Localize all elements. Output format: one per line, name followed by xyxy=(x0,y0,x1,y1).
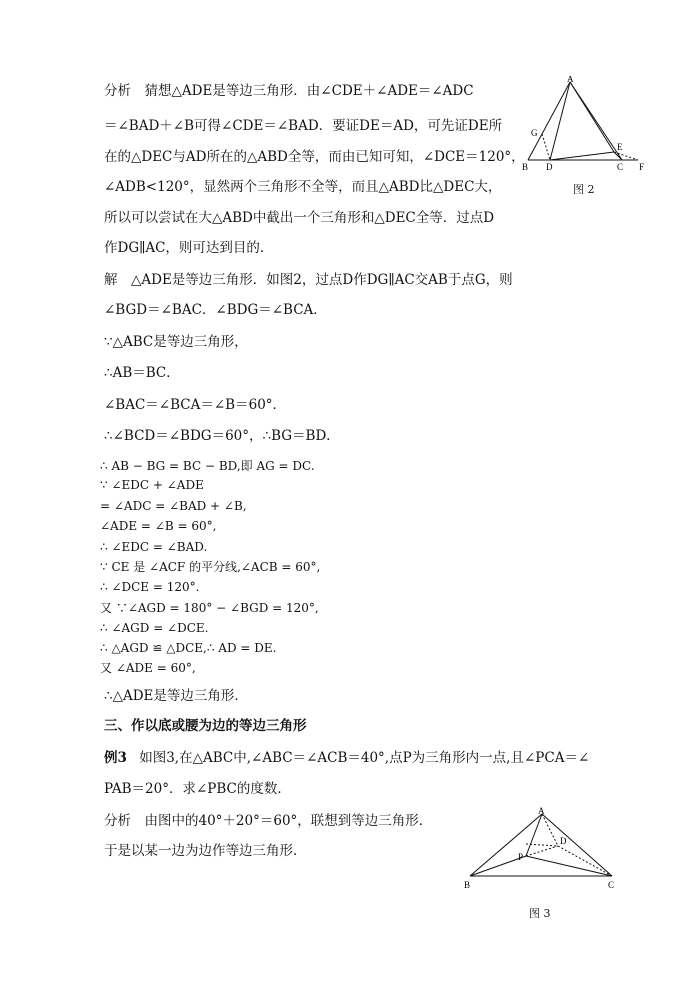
fig2-label-a: A xyxy=(567,76,574,84)
proof-line-11: 又 ∠ADE = 60°, xyxy=(100,661,196,675)
example3-text-1: 如图3,在△ABC中,∠ABC＝∠ACB＝40°,点P为三角形内一点,且∠PCA＝∠ xyxy=(139,750,590,766)
proof-line-3: = ∠ADC = ∠BAD + ∠B, xyxy=(100,499,247,513)
solution-line-2: ∠BGD＝∠BAC．∠BDG＝∠BCA． xyxy=(104,302,327,318)
fig3-label-a: A xyxy=(538,806,545,816)
conclusion-line: ∴△ADE是等边三角形． xyxy=(104,688,248,704)
fig2-label-e: E xyxy=(617,142,623,152)
analysis2-line-1: 分析 由图中的40°＋20°＝60°，联想到等边三角形． xyxy=(104,813,433,829)
analysis2-line-2: 于是以某一边为边作等边三角形． xyxy=(104,843,307,859)
proof-line-4: ∠ADE = ∠B = 60°, xyxy=(100,519,217,533)
proof-line-5: ∴ ∠EDC = ∠BAD. xyxy=(100,540,208,554)
analysis-line-1: 分析 猜想△ADE是等边三角形．由∠CDE＋∠ADE＝∠ADC xyxy=(104,83,474,99)
figure-2-caption: 图 2 xyxy=(573,183,595,196)
solution-line-5: ∠BAC＝∠BCA＝∠B＝60°． xyxy=(104,397,287,413)
fig2-label-g: G xyxy=(531,128,538,138)
analysis-line-5: 所以可以尝试在大△ABD中截出一个三角形和△DEC全等．过点D xyxy=(104,210,495,226)
fig2-label-c: C xyxy=(617,162,624,172)
fig3-label-d: D xyxy=(560,836,567,846)
figure-3-diagram xyxy=(462,806,622,890)
solution-line-3: ∵△ABC是等边三角形， xyxy=(104,334,248,350)
proof-line-9: ∴ ∠AGD = ∠DCE. xyxy=(100,621,209,635)
figure-3-caption: 图 3 xyxy=(529,907,551,920)
proof-line-2: ∵ ∠EDC + ∠ADE xyxy=(100,478,204,492)
analysis-line-6: 作DG∥AC，则可达到目的． xyxy=(104,240,274,256)
analysis-line-3: 在的△DEC与AD所在的△ABD全等，而由已知可知，∠DCE＝120°， xyxy=(104,149,525,165)
fig3-label-p: P xyxy=(518,852,524,862)
solution-line-4: ∴AB＝BC． xyxy=(104,365,180,381)
figure-2-diagram xyxy=(520,76,670,176)
fig2-label-b: B xyxy=(522,162,529,172)
example3-line-1 xyxy=(104,749,589,767)
fig2-label-d: D xyxy=(546,162,553,172)
proof-line-6: ∵ CE 是 ∠ACF 的平分线,∠ACB = 60°, xyxy=(100,560,321,574)
analysis-line-4: ∠ADB<120°，显然两个三角形不全等，而且△ABD比△DEC大， xyxy=(104,179,502,195)
proof-line-10: ∴ △AGD ≌ △DCE,∴ AD = DE. xyxy=(100,641,277,655)
solution-line-6: ∴∠BCD＝∠BDG＝60°，∴BG＝BD． xyxy=(104,428,340,444)
analysis-line-2: ＝∠BAD＋∠B可得∠CDE＝∠BAD．要证DE＝AD，可先证DE所 xyxy=(104,118,503,134)
fig2-label-f: F xyxy=(639,162,645,172)
proof-line-8: 又 ∵∠AGD = 180° − ∠BGD = 120°, xyxy=(100,601,319,615)
example3-label: 例3 xyxy=(104,750,127,766)
fig3-label-c: C xyxy=(608,880,615,890)
solution-line-1: 解 △ADE是等边三角形．如图2，过点D作DG∥AC交AB于点G，则 xyxy=(104,272,513,288)
example3-line-2: PAB＝20°．求∠PBC的度数． xyxy=(104,781,291,797)
section-heading: 三、作以底或腰为边的等边三角形 xyxy=(104,718,307,734)
fig3-label-b: B xyxy=(464,880,471,890)
proof-line-1: ∴ AB − BG = BC − BD,即 AG = DC. xyxy=(100,459,315,473)
proof-line-7: ∴ ∠DCE = 120°. xyxy=(100,580,200,594)
